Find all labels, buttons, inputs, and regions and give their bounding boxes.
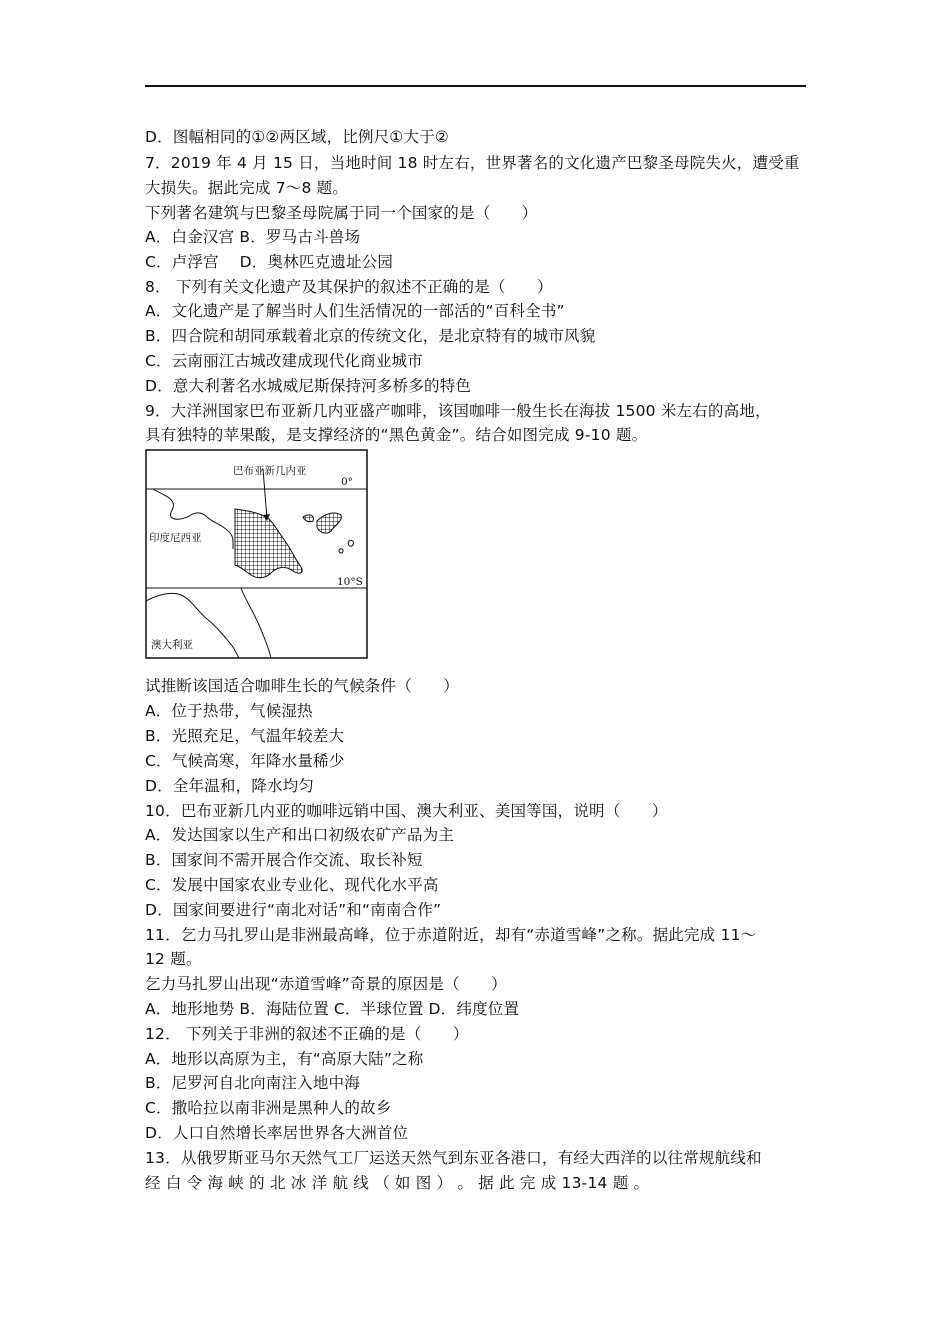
text-line: C．发展中国家农业专业化、现代化水平高: [145, 876, 439, 894]
text-line: A．发达国家以生产和出口初级农矿产品为主: [145, 826, 455, 844]
text-line: 乞力马扎罗山出现“赤道雪峰”奇景的原因是（ ）: [145, 975, 507, 993]
text-line: 13．从俄罗斯亚马尔天然气工厂运送天然气到东亚各港口，有经大西洋的以往常规航线和: [145, 1149, 762, 1167]
label-10s: 10°S: [337, 576, 363, 588]
islet: [348, 540, 353, 546]
text-line: 经 白 令 海 峡 的 北 冰 洋 航 线 （ 如 图 ） 。 据 此 完 成 13-14 题 。: [145, 1174, 650, 1192]
text-line: 7．2019 年 4 月 15 日，当地时间 18 时左右，世界著名的文化遗产巴黎圣母院失火，遭受重: [145, 154, 800, 172]
text-line: 8． 下列有关文化遗产及其保护的叙述不正确的是（ ）: [145, 278, 553, 296]
text-line: 具有独特的苹果酸，是支撑经济的“黑色黄金”。结合如图完成 9-10 题。: [145, 426, 648, 444]
label-png: 巴布亚新几内亚: [233, 465, 307, 477]
papua-new-guinea-map: [145, 449, 368, 659]
text-line: 11．乞力马扎罗山是非洲最高峰，位于赤道附近，却有“赤道雪峰”之称。据此完成 11～: [145, 926, 757, 944]
text-line: 9．大洋洲国家巴布亚新几内亚盛产咖啡，该国咖啡一般生长在海拔 1500 米左右的高地，: [145, 402, 771, 420]
text-line: A．文化遗产是了解当时人们生活情况的一部活的“百科全书”: [145, 302, 565, 320]
label-australia: 澳大利亚: [151, 639, 193, 651]
text-line: 试推断该国适合咖啡生长的气候条件（ ）: [145, 677, 460, 695]
text-line: C．卢浮宫 D．奥林匹克遗址公园: [145, 253, 394, 271]
text-line: D．全年温和，降水均匀: [145, 777, 315, 795]
text-line: D．图幅相同的①②两区域，比例尺①大于②: [145, 128, 450, 146]
text-line: 10．巴布亚新几内亚的咖啡远销中国、澳大利亚、美国等国，说明（ ）: [145, 802, 668, 820]
text-line: B．尼罗河自北向南注入地中海: [145, 1074, 360, 1092]
text-line: A．白金汉宫 B．罗马古斗兽场: [145, 228, 361, 246]
text-line: B．四合院和胡同承载着北京的传统文化，是北京特有的城市风貌: [145, 327, 596, 345]
text-line: C．气候高寒，年降水量稀少: [145, 752, 345, 770]
text-line: 大损失。据此完成 7～8 题。: [145, 179, 349, 197]
text-line: C．撒哈拉以南非洲是黑种人的故乡: [145, 1099, 392, 1117]
text-line: A．位于热带，气候湿热: [145, 702, 313, 720]
label-equator: 0°: [341, 476, 353, 488]
label-indonesia: 印度尼西亚: [149, 532, 202, 544]
text-line: B．国家间不需开展合作交流、取长补短: [145, 851, 423, 869]
header-rule: [145, 85, 806, 87]
text-line: C．云南丽江古城改建成现代化商业城市: [145, 352, 423, 370]
islet: [339, 549, 343, 553]
text-line: 12 题。: [145, 950, 202, 968]
text-line: B．光照充足，气温年较差大: [145, 727, 345, 745]
text-line: A．地形以高原为主，有“高原大陆”之称: [145, 1050, 424, 1068]
text-line: A．地形地势 B．海陆位置 C．半球位置 D．纬度位置: [145, 1000, 520, 1018]
text-line: D．国家间要进行“南北对话”和“南南合作”: [145, 901, 442, 919]
text-line: 12． 下列关于非洲的叙述不正确的是（ ）: [145, 1025, 469, 1043]
text-line: D．人口自然增长率居世界各大洲首位: [145, 1124, 409, 1142]
text-line: 下列著名建筑与巴黎圣母院属于同一个国家的是（ ）: [145, 204, 538, 222]
text-line: D．意大利著名水城威尼斯保持河多桥多的特色: [145, 377, 472, 395]
